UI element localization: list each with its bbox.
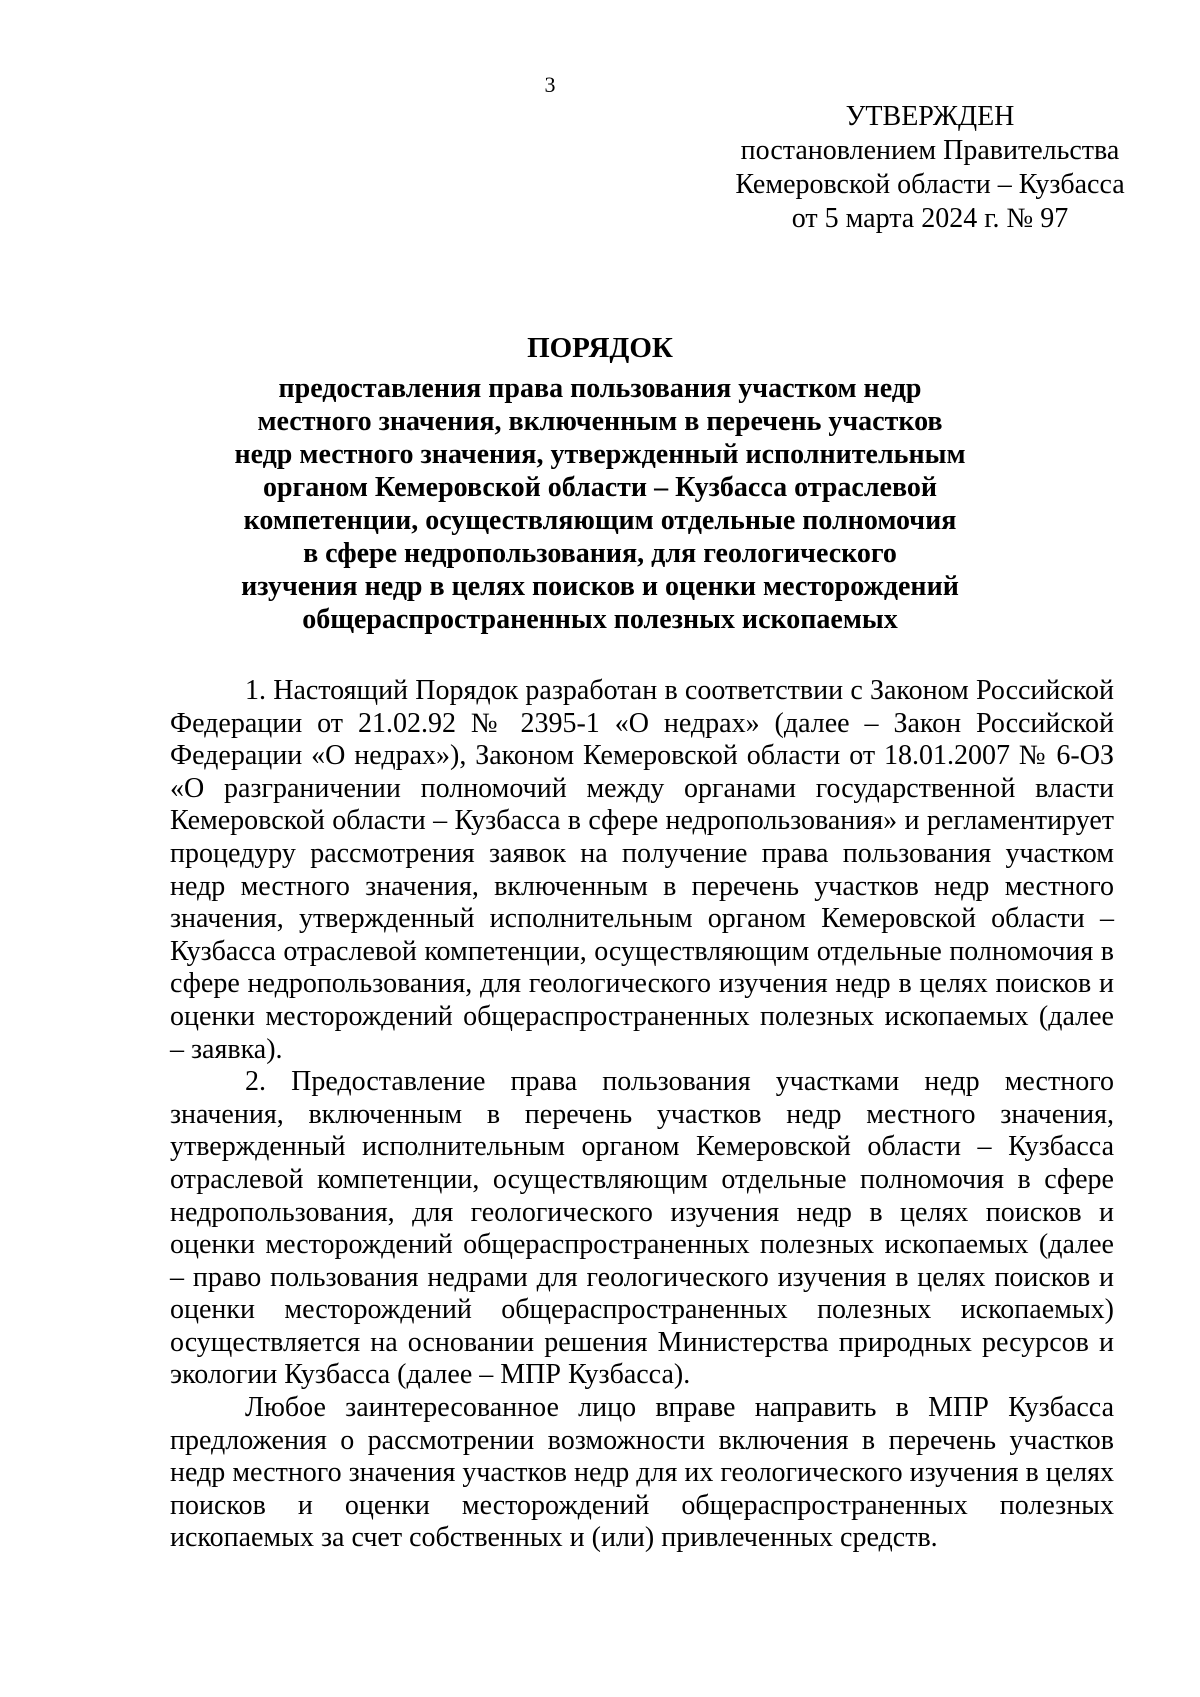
document-title: ПОРЯДОК	[527, 332, 673, 364]
title-block	[170, 330, 1030, 636]
subtitle-line: органом Кемеровской области – Кузбасса отраслевой	[262, 472, 938, 503]
document-body	[170, 675, 1114, 1555]
subtitle-line: компетенции, осуществляющим отдельные полномочия	[243, 505, 957, 536]
approval-stamp	[690, 100, 1170, 236]
paragraph-3: Любое заинтересованное лицо вправе направить в МПР Кузбасса предложения о рассмотрении возможности включения в перечень участков недр местного значения участков недр для их геологического изучения в целях поисков и оценки месторождений общераспространенных полезных ископаемых за счет собственных и (или) привлеченных средств.	[170, 1392, 1114, 1554]
subtitle-line: изучения недр в целях поисков и оценки месторождений	[241, 571, 959, 602]
paragraph-2: 2. Предоставление права пользования участками недр местного значения, включенным в перечень участков недр местного значения, утвержденный исполнительным органом Кемеровской области – Кузбасса отраслевой компетенции, осуществляющим отдельные полномочия в сфере недропользования, для геологического изучения недр в целях поисков и оценки месторождений общераспространенных полезных ископаемых (далее – право пользования недрами для геологического изучения в целях поисков и оценки месторождений общераспространенных полезных ископаемых) осуществляется на основании решения Министерства природных ресурсов и экологии Кузбасса (далее – МПР Кузбасса).	[170, 1066, 1114, 1391]
page-number: 3	[544, 72, 556, 97]
paragraph-1: 1. Настоящий Порядок разработан в соответствии с Законом Российской Федерации от 21.02.92 № 2395-1 «О недрах» (далее – Закон Российской Федерации «О недрах»), Законом Кемеровской области от 18.01.2007 № 6-ОЗ «О разграничении полномочий между органами государственной власти Кемеровской области – Кузбасса в сфере недропользования» и регламентирует процедуру рассмотрения заявок на получение права пользования участком недр местного значения, включенным в перечень участков недр местного значения, утвержденный исполнительным органом Кемеровской области – Кузбасса отраслевой компетенции, осуществляющим отдельные полномочия в сфере недропользования, для геологического изучения недр в целях поисков и оценки месторождений общераспространенных полезных ископаемых (далее – заявка).	[170, 675, 1114, 1065]
approval-line-date: от 5 марта 2024 г. № 97	[791, 203, 1069, 234]
subtitle-line: местного значения, включенным в перечень участков	[257, 406, 943, 437]
subtitle-line: недр местного значения, утвержденный исполнительным	[234, 439, 966, 470]
subtitle-line: предоставления права пользования участком недр	[278, 373, 922, 404]
approval-line-approved: УТВЕРЖДЕН	[845, 101, 1015, 132]
approval-line-region: Кемеровской области – Кузбасса	[735, 169, 1125, 200]
subtitle-line: общераспространенных полезных ископаемых	[302, 604, 898, 635]
approval-line-decree: постановлением Правительства	[740, 135, 1120, 166]
subtitle-line: в сфере недропользования, для геологического	[303, 538, 897, 569]
